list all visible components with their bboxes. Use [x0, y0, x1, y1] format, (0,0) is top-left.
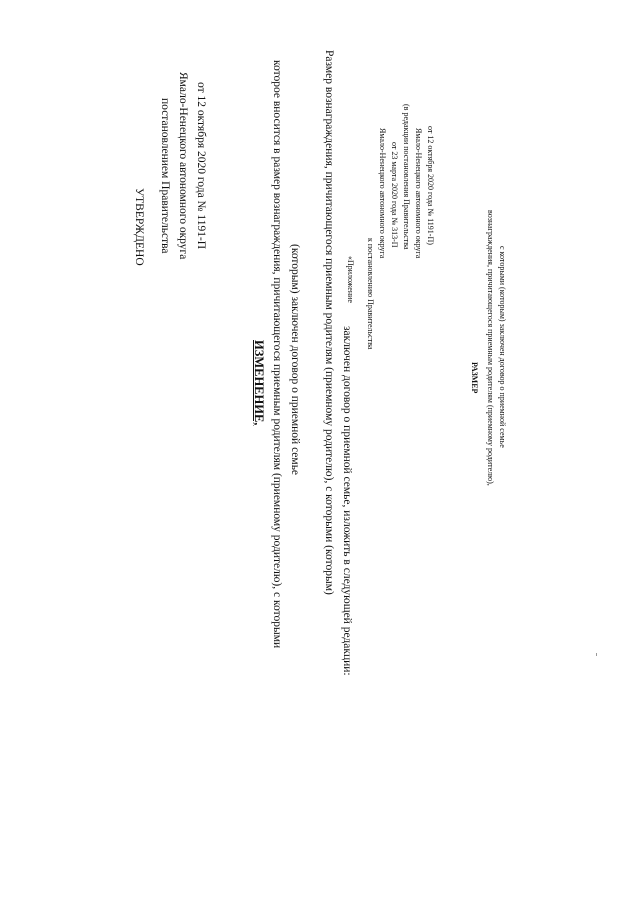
body-line-1: Размер вознаграждения, причитающегося приемным родителям (приемному родителю), с которыми (которым)	[323, 50, 335, 595]
heading-subtitle-line-2: (которым) заключен договор о приемной семье	[289, 244, 301, 476]
size-title: РАЗМЕР	[470, 362, 479, 394]
appendix-line-5: Ямало-Ненецкого автономного округа	[414, 128, 423, 259]
approval-line-3: от 12 октября 2020 года № 1191-П	[195, 82, 207, 250]
scan-mark	[596, 653, 597, 656]
size-line-1: вознаграждения, причитающегося приемным родителям (приемному родителю),	[486, 210, 495, 486]
appendix-line-3: от 23 марта 2020 года № 313-П	[390, 142, 399, 248]
appendix-line-4: (в редакции постановления Правительства	[402, 104, 411, 250]
appendix-line-6: от 12 октября 2020 года № 1191-П)	[426, 126, 435, 245]
appendix-line-2: Ямало-Ненецкого автономного округа	[378, 128, 387, 259]
approval-line-2: Ямало-Ненецкого автономного округа	[177, 72, 189, 260]
appendix-label: «Приложение	[346, 256, 355, 303]
appendix-line-1: к постановлению Правительства	[366, 238, 375, 350]
heading-title: ИЗМЕНЕНИЕ,	[252, 340, 266, 426]
body-line-2: заключен договор о приемной семье, изложить в следующей редакции:	[341, 326, 353, 676]
approval-title: УТВЕРЖДЕНО	[133, 188, 145, 266]
heading-subtitle-line-1: которое вносится в размер вознаграждения, причитающегося приемным родителям (приемному родителю), с которыми	[271, 60, 283, 649]
size-line-2: с которыми (которым) заключен договор о приемной семье	[498, 246, 507, 448]
approval-line-1: постановлением Правительства	[159, 98, 171, 254]
